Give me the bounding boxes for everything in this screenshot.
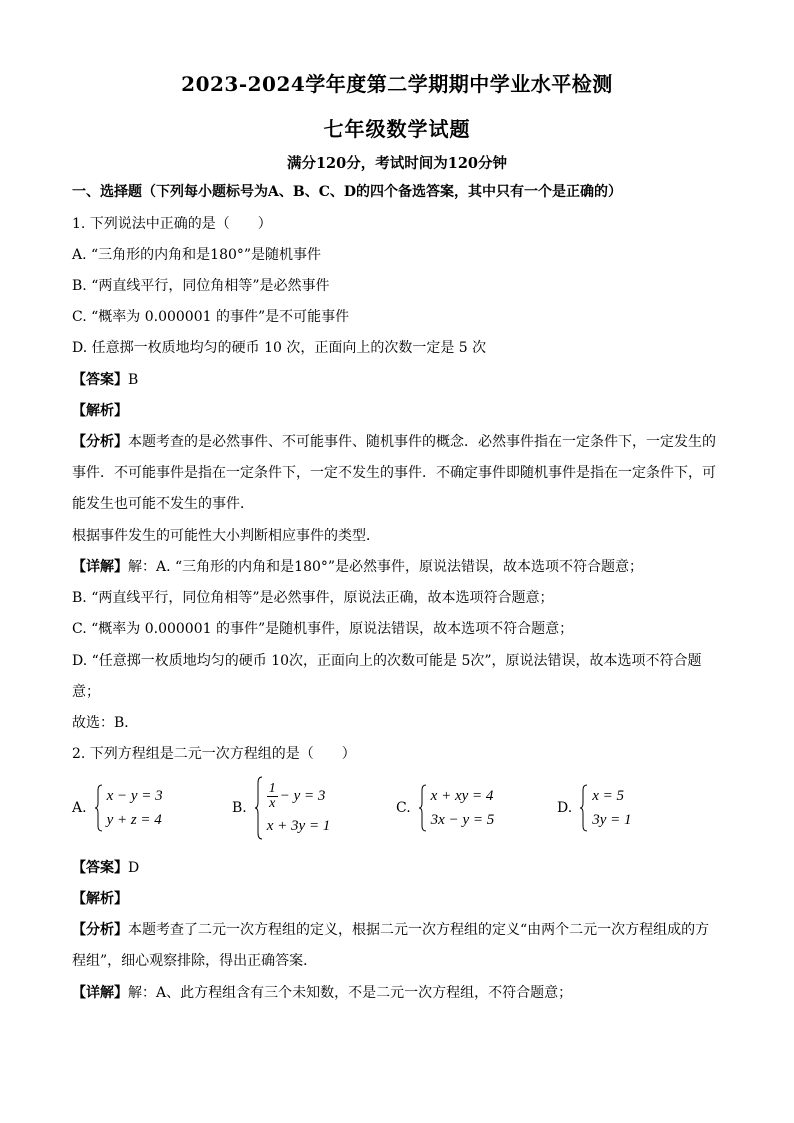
equation-2: 3y = 1 xyxy=(592,812,632,828)
q1-option-a: A. “三角形的内角和是180°”是随机事件 xyxy=(72,247,322,263)
fraction-numerator: 1 xyxy=(268,780,276,796)
q1-detail-line-1 xyxy=(72,558,643,576)
equation-2: x + 3y = 1 xyxy=(266,818,331,834)
equation-system xyxy=(419,784,495,832)
exam-subtitle: 七年级数学试题 xyxy=(323,117,471,141)
equation-1: x = 5 xyxy=(592,788,624,804)
detail-tag: 【详解】 xyxy=(72,985,128,1001)
q1-option-c: C. “概率为 0.000001 的事件”是不可能事件 xyxy=(72,309,350,325)
q1-stem: 1. 下列说法中正确的是（ ） xyxy=(72,216,272,232)
equation-2: 3x − y = 5 xyxy=(430,812,495,828)
q2-option-b xyxy=(232,776,330,840)
q1-detail-line-4: D. “任意掷一枚质地均匀的硬币 10次，正面向上的次数可能是 5次”，原说法错误，故本选项不符合题 xyxy=(72,653,702,669)
brace-icon xyxy=(580,784,588,832)
fraction-denominator: x xyxy=(269,795,276,811)
equation-system xyxy=(255,776,331,840)
q2-answer xyxy=(72,859,139,877)
equation-1: x − y = 3 xyxy=(106,788,163,804)
q1-analysis-tag: 【解析】 xyxy=(72,403,128,419)
equation-rest: − y = 3 xyxy=(279,788,326,804)
q1-analysis-line-3: 能发生也可能不发生的事件． xyxy=(72,496,254,512)
option-label: D. xyxy=(557,800,573,816)
q1-analysis-line-2: 事件．不可能事件是指在一定条件下，一定不发生的事件．不确定事件即随机事件是指在一定条件下，可 xyxy=(72,465,716,481)
equation-system xyxy=(95,784,163,832)
answer-tag: 【答案】 xyxy=(72,372,128,388)
detail-text: 解：A、此方程组含有三个未知数，不是二元一次方程组，不符合题意； xyxy=(128,985,573,1001)
fenxi-tag: 【分析】 xyxy=(72,922,128,938)
brace-icon xyxy=(255,776,263,840)
q2-option-d xyxy=(557,784,631,832)
q2-analysis-tag: 【解析】 xyxy=(72,891,128,907)
detail-text: 解：A. “三角形的内角和是180°”是必然事件，原说法错误，故本选项不符合题意； xyxy=(128,559,644,575)
q2-analysis-line-2: 程组”，细心观察排除，得出正确答案． xyxy=(72,953,318,969)
exam-note: 满分120分，考试时间为120分钟 xyxy=(286,155,508,172)
q2-option-a xyxy=(72,784,163,832)
q1-option-d: D. 任意掷一枚质地均匀的硬币 10 次，正面向上的次数一定是 5 次 xyxy=(72,340,487,356)
fraction xyxy=(267,782,278,811)
q2-option-c xyxy=(396,784,494,832)
q1-analysis-line-4: 根据事件发生的可能性大小判断相应事件的类型． xyxy=(72,528,380,544)
answer-value: D xyxy=(128,860,140,876)
q1-detail-line-6: 故选：B． xyxy=(72,715,139,731)
q2-detail-line-1 xyxy=(72,984,572,1002)
q1-detail-line-2: B. “两直线平行，同位角相等”是必然事件，原说法正确，故本选项符合题意； xyxy=(72,590,554,606)
q2-stem: 2. 下列方程组是二元一次方程组的是（ ） xyxy=(72,746,356,762)
equation-1: x + xy = 4 xyxy=(430,788,494,804)
option-label: B. xyxy=(232,800,247,816)
q1-detail-line-5: 意； xyxy=(72,684,100,700)
q1-detail-line-3: C. “概率为 0.000001 的事件”是随机事件，原说法错误，故本选项不符合题意； xyxy=(72,621,574,637)
q2-analysis-line-1 xyxy=(72,921,709,939)
analysis-text: 本题考查的是必然事件、不可能事件、随机事件的概念．必然事件指在一定条件下，一定发生的 xyxy=(128,434,716,450)
brace-icon xyxy=(419,784,427,832)
q1-answer xyxy=(72,371,138,389)
option-label: A. xyxy=(72,800,87,816)
q1-option-b: B. “两直线平行，同位角相等”是必然事件 xyxy=(72,278,330,294)
q1-analysis-line-1 xyxy=(72,433,716,451)
answer-tag: 【答案】 xyxy=(72,860,128,876)
exam-title: 2023-2024学年度第二学期期中学业水平检测 xyxy=(181,72,613,96)
equation-1 xyxy=(267,778,331,814)
brace-icon xyxy=(95,784,103,832)
analysis-text: 本题考查了二元一次方程组的定义，根据二元一次方程组的定义“由两个二元一次方程组成的方 xyxy=(128,922,710,938)
option-label: C. xyxy=(396,800,411,816)
equation-system xyxy=(580,784,631,832)
answer-value: B xyxy=(128,372,139,388)
section-heading: 一、选择题（下列每小题标号为A、B、C、D的四个备选答案，其中只有一个是正确的） xyxy=(72,184,622,200)
fenxi-tag: 【分析】 xyxy=(72,434,128,450)
detail-tag: 【详解】 xyxy=(72,559,128,575)
equation-2: y + z = 4 xyxy=(106,812,162,828)
